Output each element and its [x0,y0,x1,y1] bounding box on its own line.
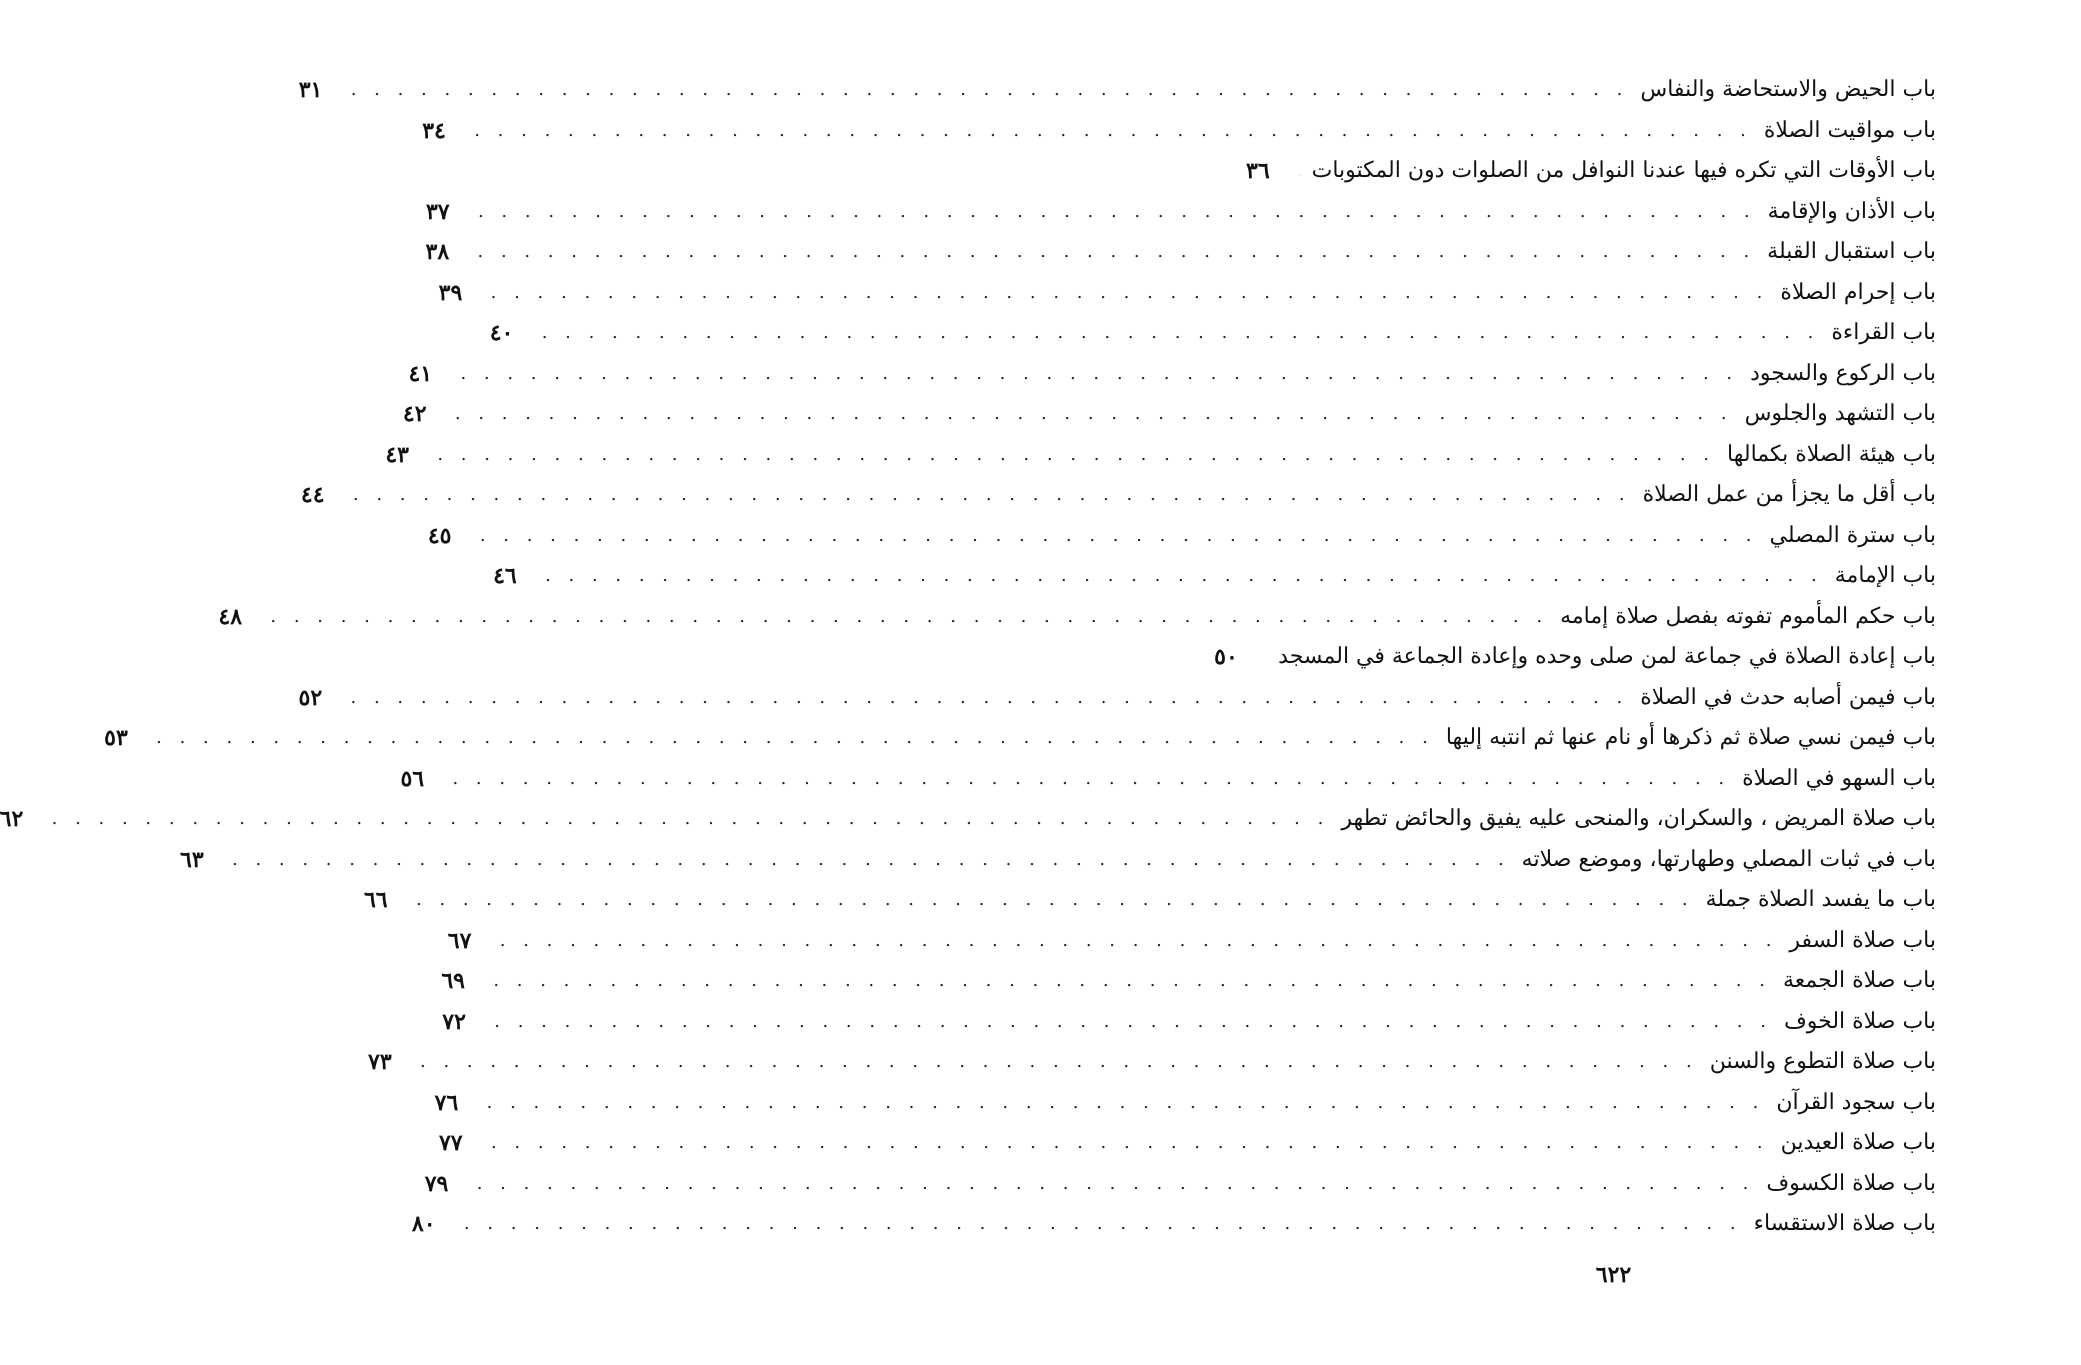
toc-entry[interactable] [489,313,1936,354]
toc-entry[interactable] [442,1002,1936,1043]
toc-entry-title: باب الإمامة [1834,563,1936,589]
toc-entry[interactable] [493,556,1936,597]
toc-entry[interactable] [298,70,1936,111]
toc-entry-page: ٣٤ [422,117,446,144]
toc-entry-page: ٤٦ [493,563,517,590]
toc-entry-title: باب استقبال القبلة [1767,239,1936,265]
toc-entry-page: ٣١ [298,77,323,104]
toc-entry-title: باب صلاة المريض ، والسكران، والمنحى عليه يفيق والحائض تطهر [1341,806,1936,832]
toc-entry[interactable] [425,192,1936,233]
toc-entry[interactable] [438,273,1936,314]
dot-leader [1298,151,1300,191]
dot-leader: . . . . . . . . . . . . . . . . . . . . . . . . . . . . . . . . . . . . . . . . . . . . . . . . . . . . . . . [350,79,1629,101]
toc-entry[interactable] [441,961,1936,1002]
page-number: ٦٢٢ [1595,1262,1632,1288]
toc-entry-title: باب صلاة التطوع والسنن [1709,1049,1936,1075]
toc-entry-title: باب حكم المأموم تفوته بفصل صلاة إمامه [1560,603,1936,629]
toc-entry-title: باب صلاة الخوف [1783,1008,1936,1034]
toc-entry[interactable] [408,354,1936,395]
dot-leader: . . . . . . . . . . . . . . . . . . . . . . . . . . . . . . . . . . . . . . . . . . . . . . . . . . . . . . . [454,403,1733,425]
toc-entry-title: باب صلاة السفر [1789,927,1936,953]
dot-leader: . . . . . . . . . . . . . . . . . . . . . . . . . . . . . . . . . . . . . . . . . . . . . . . . . . . . . . . [156,727,1434,749]
toc-entry-page: ٤٨ [218,603,243,630]
dot-leader: . . . . . . . . . . . . . . . . . . . . . . . . . . . . . . . . . . . . . . . . . . . . . . . . . . . . . . . [479,524,1758,546]
toc-entry[interactable] [363,880,1936,921]
toc-entry-page: ٧٢ [442,1008,466,1035]
toc-entry-page: ٤٤ [300,482,325,509]
toc-entry-title: باب في ثبات المصلي وطهارتها، وموضع صلاته [1521,846,1936,872]
dot-leader: . . . . . . . . . . . . . . . . . . . . . . . . . . . . . . . . . . . . . . . . . . . . . . . . . . . . . . . [477,200,1756,222]
toc-entry[interactable] [300,475,1936,516]
toc-entry-page: ٨٠ [411,1211,436,1238]
dot-leader: . . . . . . . . . . . . . . . . . . . . . . . . . . . . . . . . . . . . . . . . . . . . . . . . . . . . . . . [232,848,1510,870]
toc-entry-page: ٥٣ [104,725,128,752]
table-of-contents [0,70,1936,1245]
toc-entry-page: ٤٠ [489,320,514,347]
dot-leader: . . . . . . . . . . . . . . . . . . . . . . . . . . . . . . . . . . . . . . . . . . . . . . . . . . . . . . . [474,119,1752,141]
dot-leader: . . . . . . . . . . . . . . . . . . . . . . . . . . . . . . . . . . . . . . . . . . . . . . . . . . . . . . . [493,970,1771,992]
toc-entry[interactable] [1214,637,1936,678]
toc-entry-title: باب إعادة الصلاة في جماعة لمن صلى وحده وإعادة الجماعة في المسجد [1278,644,1936,670]
dot-leader: . . . . . . . . . . . . . . . . . . . . . . . . . . . . . . . . . . . . . . . . . . . . . . . . . . . . . . . [350,686,1629,708]
dot-leader: . . . . . . . . . . . . . . . . . . . . . . . . . . . . . . . . . . . . . . . . . . . . . . . . . . . . . . . [541,322,1820,344]
toc-entry-page: ٥٠ [1214,644,1238,671]
toc-entry[interactable] [385,435,1936,476]
toc-entry-title: باب صلاة الكسوف [1766,1170,1936,1196]
toc-entry-page: ٤٣ [385,441,409,468]
toc-entry-title: باب الأذان والإقامة [1767,198,1936,224]
dot-leader: . . . . . . . . . . . . . . . . . . . . . . . . . . . . . . . . . . . . . . . . . . . . . . . . . . . . . . . [499,929,1778,951]
toc-entry[interactable] [0,799,1936,840]
toc-entry-page: ٤٢ [402,401,427,428]
toc-entry[interactable] [400,759,1936,800]
toc-entry[interactable] [368,1042,1936,1083]
toc-entry-page: ٦٧ [447,927,472,954]
dot-leader: . . . . . . . . . . . . . . . . . . . . . . . . . . . . . . . . . . . . . . . . . . . . . . . . . . . . . . . [51,808,1330,830]
dot-leader: . . . . . . . . . . . . . . . . . . . . . . . . . . . . . . . . . . . . . . . . . . . . . . . . . . . . . . . [452,767,1731,789]
toc-entry-title: باب صلاة الاستقساء [1753,1211,1936,1237]
toc-entry-page: ٧٧ [438,1130,463,1157]
toc-entry-page: ٣٩ [438,279,463,306]
toc-entry-page: ٦٢ [0,806,24,833]
toc-entry-page: ٧٦ [434,1089,459,1116]
toc-entry-page: ٧٩ [424,1170,449,1197]
dot-leader: . . . . . . . . . . . . . . . . . . . . . . . . . . . . . . . . . . . . . . . . . . . . . . . . . . . . . . . [460,362,1739,384]
dot-leader: . . . . . . . . . . . . . . . . . . . . . . . . . . . . . . . . . . . . . . . . . . . . . . . . . . . . . . . [476,1172,1755,1194]
toc-entry-page: ٣٦ [1246,158,1270,185]
toc-entry[interactable] [434,1083,1936,1124]
toc-entry-title: باب السهو في الصلاة [1742,765,1936,791]
toc-entry-page: ٥٦ [400,765,425,792]
toc-entry-title: باب سترة المصلي [1769,522,1936,548]
dot-leader: . . . . . . . . . . . . . . . . . . . . . . . . . . . . . . . . . . . . . . . . . . . . . . . . . . . . . . . [420,1051,1698,1073]
toc-entry[interactable] [425,232,1936,273]
toc-entry-title: باب مواقيت الصلاة [1763,117,1936,143]
dot-leader: . . . . . . . . . . . . . . . . . . . . . . . . . . . . . . . . . . . . . . . . . . . . . . . . . . . . . . . [486,1091,1765,1113]
toc-entry[interactable] [438,1123,1936,1164]
toc-entry-title: باب التشهد والجلوس [1744,401,1936,427]
toc-entry-page: ٤٥ [427,522,452,549]
toc-entry[interactable] [180,840,1936,881]
toc-entry-page: ٦٦ [363,887,388,914]
dot-leader: . . . . . . . . . . . . . . . . . . . . . . . . . . . . . . . . . . . . . . . . . . . . . . . . . . . . . . . [490,1132,1769,1154]
toc-entry[interactable] [422,111,1936,152]
toc-entry[interactable] [447,921,1936,962]
toc-entry[interactable] [1246,151,1936,192]
toc-entry-page: ٦٩ [441,968,465,995]
dot-leader: . . . . . . . . . . . . . . . . . . . . . . . . . . . . . . . . . . . . . . . . . . . . . . . . . . . . . . . [490,281,1769,303]
toc-entry-title: باب ما يفسد الصلاة جملة [1705,887,1936,913]
toc-entry-title: باب صلاة الجمعة [1782,968,1936,994]
toc-entry-title: باب أقل ما يجزأ من عمل الصلاة [1642,482,1936,508]
dot-leader: . . . . . . . . . . . . . . . . . . . . . . . . . . . . . . . . . . . . . . . . . . . . . . . . . . . . . . . [270,605,1549,627]
toc-entry-page: ٥٢ [298,684,323,711]
toc-entry[interactable] [104,718,1936,759]
toc-entry[interactable] [411,1204,1936,1245]
toc-entry[interactable] [218,597,1936,638]
dot-leader: . . . . . . . . . . . . . . . . . . . . . . . . . . . . . . . . . . . . . . . . . . . . . . . . . . . . . . . [415,889,1694,911]
toc-entry-page: ٤١ [408,360,433,387]
toc-entry[interactable] [402,394,1936,435]
toc-entry-page: ٣٨ [425,239,450,266]
toc-entry-page: ٧٣ [368,1049,392,1076]
dot-leader: . . . . . . . . . . . . . . . . . . . . . . . . . . . . . . . . . . . . . . . . . . . . . . . . . . . . . . . [352,484,1631,506]
toc-entry-title: باب هيئة الصلاة بكمالها [1727,441,1936,467]
toc-entry[interactable] [424,1164,1936,1205]
toc-entry-title: باب الركوع والسجود [1750,360,1936,386]
toc-entry-title: باب سجود القرآن [1776,1089,1936,1115]
toc-entry-page: ٦٣ [180,846,204,873]
toc-entry-title: باب الأوقات التي تكره فيها عندنا النوافل من الصلوات دون المكتوبات [1311,158,1936,184]
toc-entry-title: باب فيمن أصابه حدث في الصلاة [1640,684,1936,710]
toc-entry-title: باب فيمن نسي صلاة ثم ذكرها أو نام عنها ثم انتبه إليها [1445,725,1936,751]
dot-leader: . . . . . . . . . . . . . . . . . . . . . . . . . . . . . . . . . . . . . . . . . . . . . . . . . . . . . . . [545,565,1823,587]
toc-entry[interactable] [427,516,1936,557]
dot-leader: . . . . . . . . . . . . . . . . . . . . . . . . . . . . . . . . . . . . . . . . . . . . . . . . . . . . . . . [477,241,1756,263]
toc-entry-title: باب الحيض والاستحاضة والنفاس [1640,77,1936,103]
toc-entry-title: باب القراءة [1831,320,1936,346]
toc-entry[interactable] [298,678,1936,719]
toc-entry-title: باب إحرام الصلاة [1780,279,1936,305]
toc-entry-page: ٣٧ [425,198,450,225]
dot-leader: . . . . . . . . . . . . . . . . . . . . . . . . . . . . . . . . . . . . . . . . . . . . . . . . . . . . . . . [494,1010,1772,1032]
toc-entry-title: باب صلاة العيدين [1780,1130,1936,1156]
dot-leader: . . . . . . . . . . . . . . . . . . . . . . . . . . . . . . . . . . . . . . . . . . . . . . . . . . . . . . . [463,1213,1742,1235]
dot-leader: . . . . . . . . . . . . . . . . . . . . . . . . . . . . . . . . . . . . . . . . . . . . . . . . . . . . . . . [437,443,1716,465]
